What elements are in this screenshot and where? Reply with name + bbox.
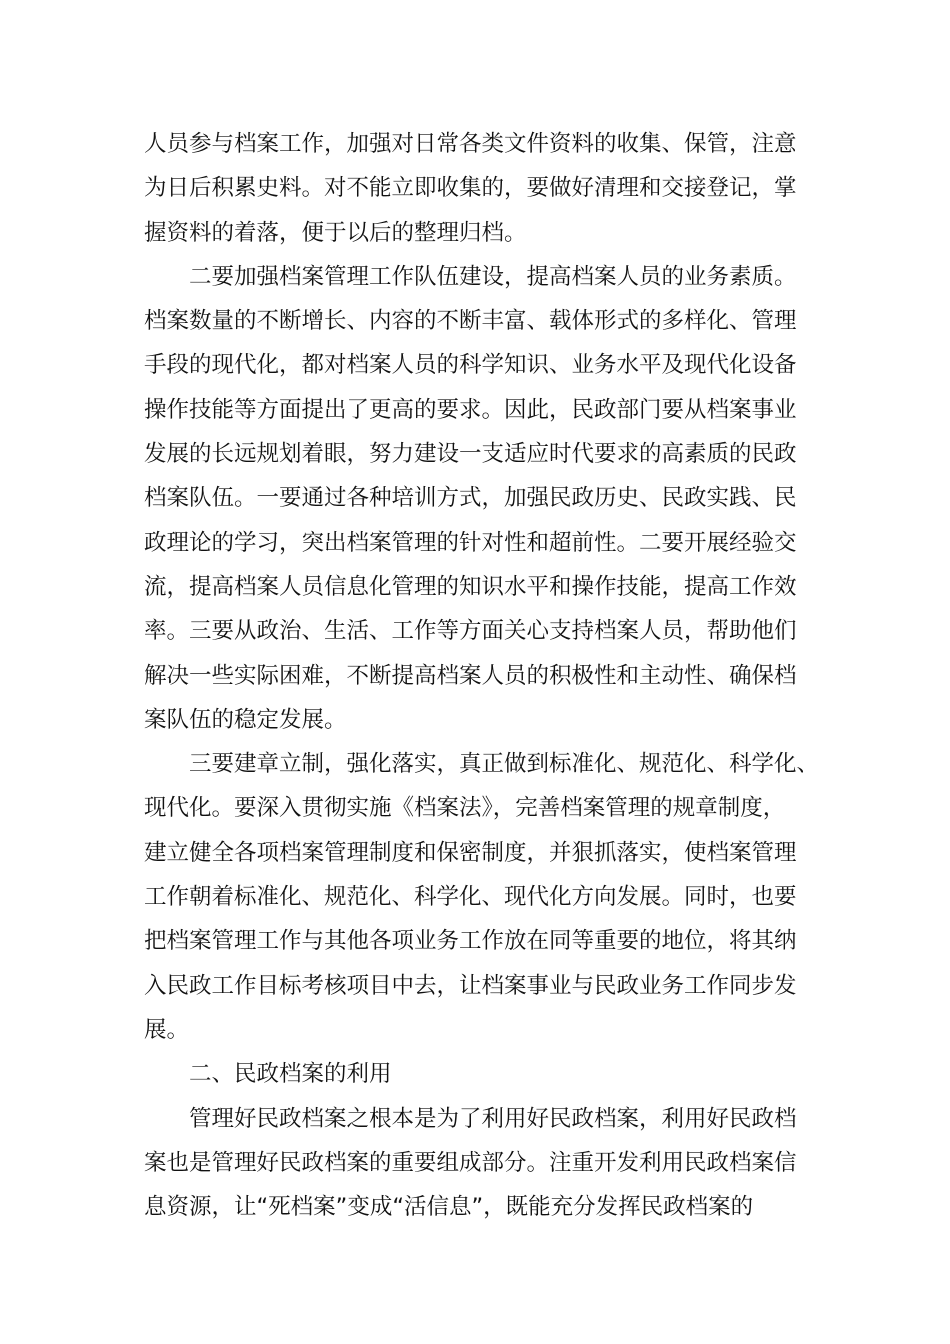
text-line: 操作技能等方面提出了更高的要求。因此，民政部门要从档案事业 <box>144 396 797 423</box>
text-line: 发展的长远规划着眼，努力建设一支适应时代要求的高素质的民政 <box>144 441 797 468</box>
text-line: 建立健全各项档案管理制度和保密制度，并狠抓落实，使档案管理 <box>144 839 797 866</box>
text-line: 政理论的学习，突出档案管理的针对性和超前性。二要开展经验交 <box>144 529 797 556</box>
text-line: 握资料的着落，便于以后的整理归档。 <box>144 219 527 246</box>
text-line: 为日后积累史料。对不能立即收集的，要做好清理和交接登记，掌 <box>144 175 797 202</box>
text-line: 展。 <box>144 1016 190 1043</box>
text-line: 案队伍的稳定发展。 <box>144 706 347 733</box>
text-line: 工作朝着标准化、规范化、科学化、现代化方向发展。同时，也要 <box>144 884 797 911</box>
paragraph-first-line: 二、民政档案的利用 <box>189 1061 392 1088</box>
document-body <box>144 122 824 1229</box>
text-line: 流，提高档案人员信息化管理的知识水平和操作技能，提高工作效 <box>144 573 797 600</box>
paragraph-first-line: 二要加强档案管理工作队伍建设，提高档案人员的业务素质。 <box>189 263 797 290</box>
text-line: 档案数量的不断增长、内容的不断丰富、载体形式的多样化、管理 <box>144 308 797 335</box>
text-line: 息资源，让“死档案”变成“活信息”，既能充分发挥民政档案的 <box>144 1194 754 1221</box>
text-line: 现代化。要深入贯彻实施《档案法》，完善档案管理的规章制度， <box>144 795 786 822</box>
text-line: 手段的现代化，都对档案人员的科学知识、业务水平及现代化设备 <box>144 352 797 379</box>
paragraph-first-line: 三要建章立制，强化落实，真正做到标准化、规范化、科学化、 <box>189 751 820 778</box>
text-line: 率。三要从政治、生活、工作等方面关心支持档案人员，帮助他们 <box>144 618 797 645</box>
text-line: 解决一些实际困难，不断提高档案人员的积极性和主动性、确保档 <box>144 662 797 689</box>
text-line: 案也是管理好民政档案的重要组成部分。注重开发利用民政档案信 <box>144 1149 797 1176</box>
text-line: 把档案管理工作与其他各项业务工作放在同等重要的地位，将其纳 <box>144 928 797 955</box>
text-line: 人员参与档案工作，加强对日常各类文件资料的收集、保管，注意 <box>144 131 797 157</box>
paragraph-first-line: 管理好民政档案之根本是为了利用好民政档案，利用好民政档 <box>189 1105 797 1132</box>
text-line: 档案队伍。一要通过各种培训方式，加强民政历史、民政实践、民 <box>144 485 797 512</box>
text-line: 入民政工作目标考核项目中去，让档案事业与民政业务工作同步发 <box>144 972 797 999</box>
